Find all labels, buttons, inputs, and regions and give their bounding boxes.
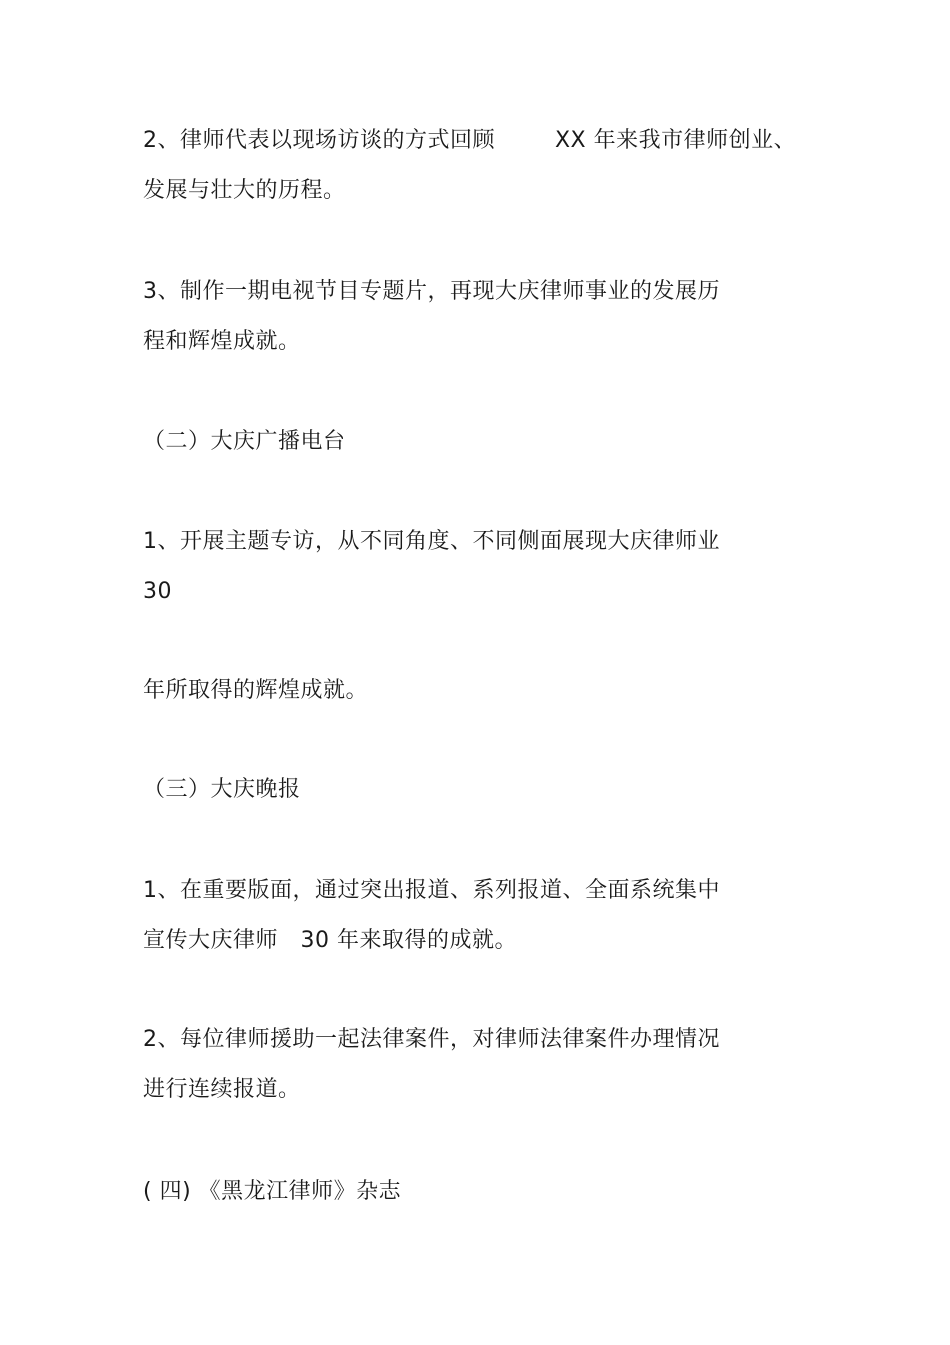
paragraph-radio-item-1-line-2: 30: [143, 579, 172, 604]
paragraph-tv-item-2-line-1: 2、律师代表以现场访谈的方式回顾 XX 年来我市律师创业、: [143, 128, 797, 153]
section-heading-radio: （二）大庆广播电台: [143, 429, 346, 454]
section-heading-evening-news: （三）大庆晚报: [143, 777, 301, 802]
paragraph-news-item-1-line-1: 1、在重要版面，通过突出报道、系列报道、全面系统集中: [143, 878, 720, 903]
paragraph-news-item-2-line-2: 进行连续报道。: [143, 1077, 301, 1102]
paragraph-news-item-2-line-1: 2、每位律师援助一起法律案件，对律师法律案件办理情况: [143, 1027, 720, 1052]
paragraph-tv-item-3-line-1: 3、制作一期电视节目专题片，再现大庆律师事业的发展历: [143, 279, 720, 304]
paragraph-radio-item-1-line-1: 1、开展主题专访，从不同角度、不同侧面展现大庆律师业: [143, 529, 720, 554]
paragraph-tv-item-2-line-2: 发展与壮大的历程。: [143, 178, 346, 203]
paragraph-radio-item-1-line-3: 年所取得的辉煌成就。: [143, 678, 369, 703]
paragraph-tv-item-3-line-2: 程和辉煌成就。: [143, 329, 301, 354]
section-heading-magazine: ( 四) 《黑龙江律师》杂志: [143, 1179, 402, 1204]
paragraph-news-item-1-line-2: 宣传大庆律师 30 年来取得的成就。: [143, 928, 517, 953]
